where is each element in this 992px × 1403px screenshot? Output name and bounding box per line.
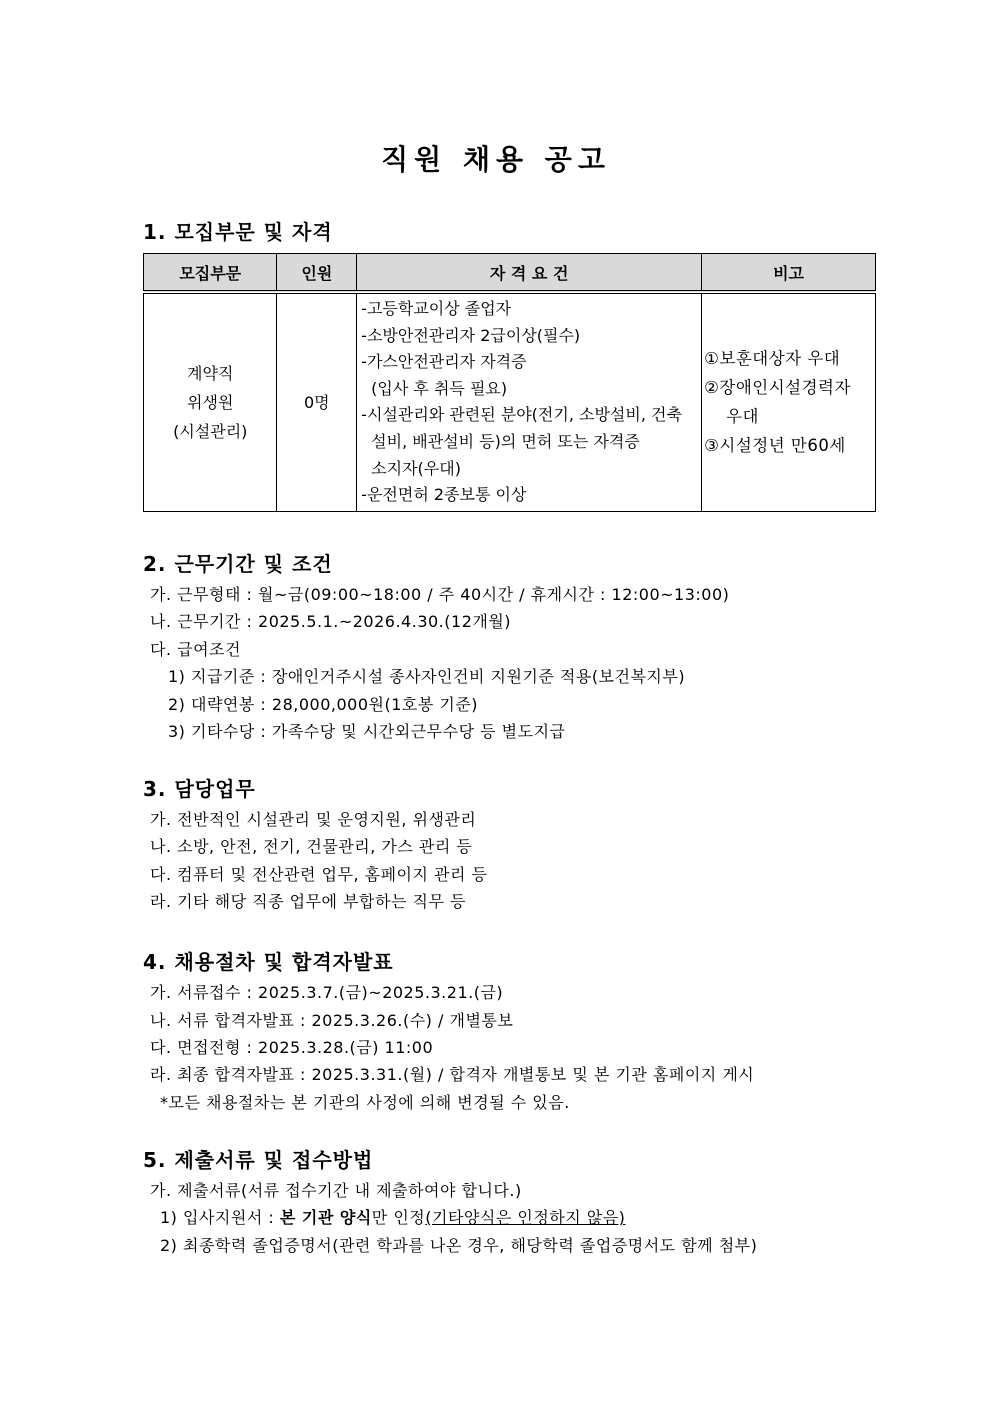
requirement-line: 소지자(우대) (371, 458, 461, 478)
requirement-line: (입사 후 취득 필요) (371, 378, 508, 398)
note-line: ②장애인시설경력자 (704, 378, 851, 398)
section-2-line: 2) 대략연봉 : 28,000,000원(1호봉 기준) (168, 695, 479, 714)
header-requirements: 자 격 요 건 (357, 254, 702, 293)
cell-requirements (357, 292, 702, 511)
section-2-line: 다. 급여조건 (150, 640, 241, 659)
section-3-line: 라. 기타 해당 직종 업무에 부합하는 직무 등 (150, 892, 466, 911)
section-5-line: 가. 제출서류(서류 접수기간 내 제출하여야 합니다.) (150, 1181, 522, 1200)
page-title: 직원 채용 공고 (381, 143, 611, 176)
cell-category (144, 292, 277, 511)
header-notes: 비고 (702, 254, 876, 293)
section-4-line: 가. 서류접수 : 2025.3.7.(금)~2025.3.21.(금) (150, 983, 504, 1002)
section-2-line: 3) 기타수당 : 가족수당 및 시간외근무수당 등 별도지급 (168, 722, 566, 741)
requirement-line: -운전면허 2종보통 이상 (361, 485, 527, 505)
section-2-line: 1) 지급기준 : 장애인거주시설 종사자인건비 지원기준 적용(보건복지부) (168, 667, 686, 686)
section-2-line: 나. 근무기간 : 2025.5.1.~2026.4.30.(12개월) (150, 612, 512, 631)
cell-count: 0명 (277, 292, 357, 511)
section-2-line: 가. 근무형태 : 월~금(09:00~18:00 / 주 40시간 / 휴게시간 : 12:00~13:00) (150, 585, 730, 604)
category-line: 위생원 (187, 392, 234, 412)
section-5-item-2: 2) 최종학력 졸업증명서(관련 학과를 나온 경우, 해당학력 졸업증명서도 함께 첨부) (160, 1236, 758, 1255)
category-line: (시설관리) (173, 421, 248, 441)
section-3-heading: 3. 담당업무 (143, 777, 256, 801)
table-row (144, 292, 876, 511)
section-3-line: 다. 컴퓨터 및 전산관련 업무, 홈페이지 관리 등 (150, 865, 488, 884)
requirement-line: -소방안전관리자 2급이상(필수) (361, 325, 581, 345)
section-4-line: 다. 면접전형 : 2025.3.28.(금) 11:00 (150, 1038, 434, 1057)
section-3-line: 가. 전반적인 시설관리 및 운영지원, 위생관리 (150, 810, 477, 829)
item-1-bold: 본 기관 양식 (279, 1208, 372, 1227)
section-4-footnote: *모든 채용절차는 본 기관의 사정에 의해 변경될 수 있음. (160, 1093, 570, 1112)
requirement-line: -가스안전관리자 자격증 (361, 352, 527, 372)
requirement-line: 설비, 배관설비 등)의 면허 또는 자격증 (371, 431, 640, 451)
item-1-underlined: (기타양식은 인정하지 않음) (425, 1208, 626, 1227)
section-1-heading: 1. 모집부문 및 자격 (143, 220, 333, 244)
recruitment-table (143, 253, 876, 512)
section-4-line: 라. 최종 합격자발표 : 2025.3.31.(월) / 합격자 개별통보 및 본 기관 홈페이지 게시 (150, 1065, 755, 1084)
section-4-line: 나. 서류 합격자발표 : 2025.3.26.(수) / 개별통보 (150, 1011, 514, 1030)
section-2-heading: 2. 근무기간 및 조건 (143, 552, 333, 576)
section-4-heading: 4. 채용절차 및 합격자발표 (143, 950, 394, 974)
header-count: 인원 (277, 254, 357, 293)
item-1-prefix: 1) 입사지원서 : (160, 1208, 280, 1227)
cell-notes (702, 292, 876, 511)
requirement-line: -시설관리와 관련된 분야(전기, 소방설비, 건축 (361, 405, 682, 425)
category-line: 계약직 (187, 363, 234, 383)
section-3-line: 나. 소방, 안전, 전기, 건물관리, 가스 관리 등 (150, 837, 473, 856)
note-line: 우대 (726, 407, 759, 427)
header-category: 모집부문 (144, 254, 277, 293)
table-header-row (144, 254, 876, 293)
note-line: ③시설정년 만60세 (704, 436, 846, 456)
section-5-item-1 (160, 1205, 625, 1228)
note-line: ①보훈대상자 우대 (704, 349, 841, 369)
requirement-line: -고등학교이상 졸업자 (361, 299, 512, 318)
item-1-mid: 만 인정 (371, 1208, 426, 1227)
section-5-heading: 5. 제출서류 및 접수방법 (143, 1148, 374, 1172)
